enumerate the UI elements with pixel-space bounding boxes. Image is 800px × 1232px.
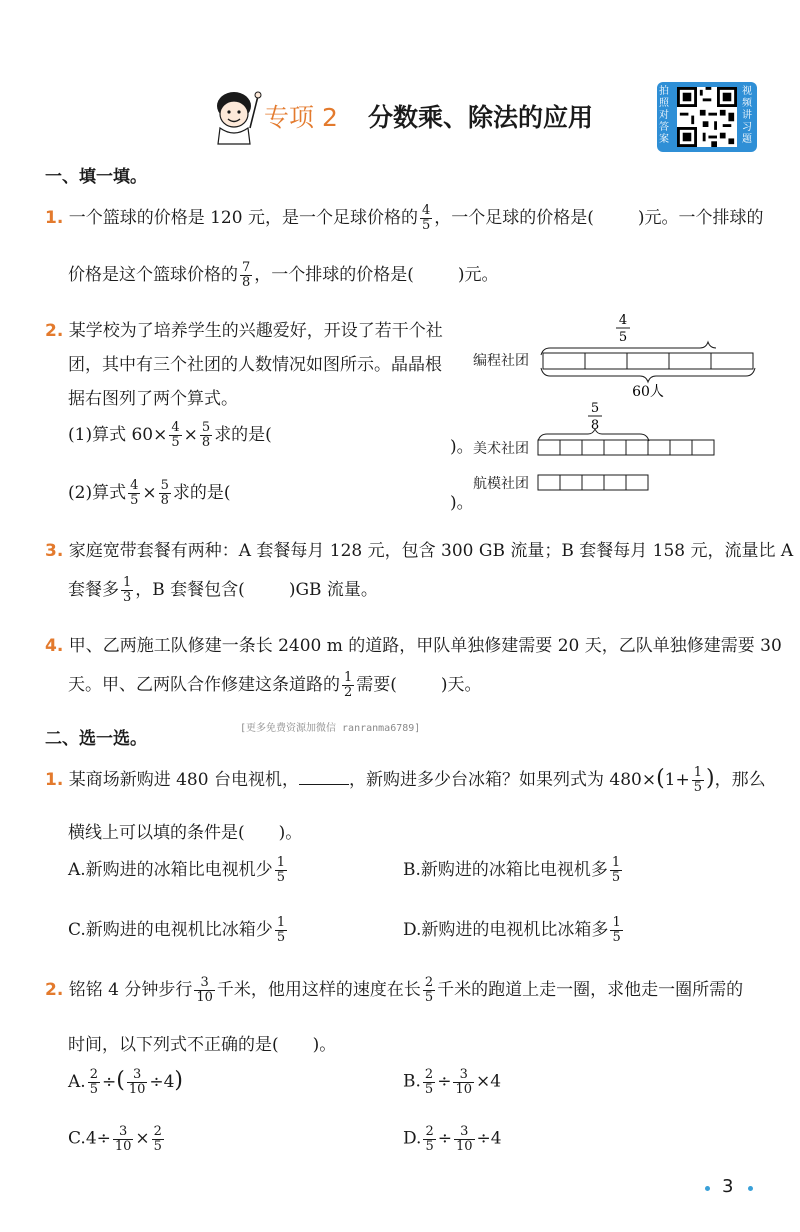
fraction: $\frac{3}{10}$: [196, 975, 213, 1005]
fill-q2-sub1-close: )。: [450, 437, 474, 457]
fraction: $\frac{3}{10}$: [455, 1067, 472, 1097]
fraction: $\frac{3}{10}$: [455, 1124, 473, 1154]
fill-q4-line2: 天。甲、乙两队合作修建这条道路的 $\frac{1}{2}$ 需要( )天。: [68, 670, 482, 700]
choice-q2-option-a[interactable]: A. $\frac{2}{5}$ ÷( $\frac{3}{10}$ ÷4): [68, 1067, 184, 1097]
choice-q2-option-d[interactable]: D. $\frac{2}{5}$ ÷ $\frac{3}{10}$ ÷4: [403, 1124, 502, 1154]
qr-code-panel[interactable]: [657, 82, 757, 152]
answer-blank[interactable]: [290, 428, 445, 450]
fraction: $\frac{1}{5}$: [693, 765, 703, 795]
choice-q1-number: 1.: [45, 770, 64, 790]
answer-blank[interactable]: [250, 486, 445, 508]
fill-q2-sub2-close: )。: [450, 493, 474, 513]
fraction: $\frac{1}{5}$: [612, 915, 621, 945]
fill-q1-line2: 价格是这个篮球价格的 $\frac{7}{8}$ ，一个排球的价格是( )元。: [68, 260, 499, 290]
frac-4-5-bottom: 5: [618, 330, 628, 345]
row1-bar: [543, 353, 753, 369]
fraction: $\frac{1}{5}$: [276, 855, 285, 885]
fraction: $\frac{2}{5}$: [424, 975, 434, 1005]
fraction: $\frac{5}{8}$: [201, 420, 211, 450]
fraction: $\frac{2}{5}$: [425, 1124, 434, 1154]
row1-label: 编程社团: [473, 353, 529, 369]
frac-5-8-top: 5: [590, 401, 600, 416]
fill-q1-line1: 1. 一个篮球的价格是 120 元，是一个足球价格的 $\frac{4}{5}$ ，一个足球的价格是( )元。一个排球的: [45, 203, 764, 233]
choice-q2-line2: 时间，以下列式不正确的是( )。: [68, 1035, 337, 1055]
fraction: $\frac{3}{10}$: [114, 1124, 132, 1154]
page-dot-left-icon: [705, 1186, 710, 1191]
fill-q3-line2: 套餐多 $\frac{1}{3}$ ，B 套餐包含( )GB 流量。: [68, 575, 378, 605]
row3-bar: [538, 475, 648, 490]
choice-q2-option-b[interactable]: B. $\frac{2}{5}$ ÷ $\frac{3}{10}$ ×4: [403, 1067, 502, 1097]
choice-q1-option-b[interactable]: B.新购进的冰箱比电视机多 $\frac{1}{5}$: [403, 855, 621, 885]
choice-q2-number: 2.: [45, 980, 64, 1000]
fraction: $\frac{3}{10}$: [128, 1067, 146, 1097]
row2-label: 美术社团: [473, 441, 529, 457]
watermark: [更多免费资源加微信 ranranma6789]: [240, 723, 421, 734]
fraction: $\frac{1}{3}$: [123, 575, 132, 605]
total-label: 60人: [632, 384, 664, 400]
page-title: 分数乘、除法的应用: [368, 103, 594, 132]
club-diagram: [470, 310, 770, 500]
section-fill-heading: 一、填一填。: [45, 167, 147, 187]
section-choose-heading: 二、选一选。: [45, 729, 147, 749]
page-header: [212, 88, 632, 148]
fraction: $\frac{2}{5}$: [153, 1124, 162, 1154]
fraction: $\frac{4}{5}$: [171, 420, 180, 450]
choice-q1-option-c[interactable]: C.新购进的电视机比冰箱少 $\frac{1}{5}$: [68, 915, 286, 945]
fill-q3-number: 3.: [45, 541, 64, 561]
fraction: $\frac{1}{5}$: [611, 855, 621, 885]
choice-q1-option-a[interactable]: A.新购进的冰箱比电视机少 $\frac{1}{5}$: [68, 855, 285, 885]
fill-q4-line1: 4. 甲、乙两施工队修建一条长 2400 m 的道路，甲队单独修建需要 20 天，乙队单独修建需要 30: [45, 636, 782, 656]
frac-4-5-top: 4: [618, 313, 628, 328]
fraction: $\frac{4}{5}$: [421, 203, 431, 233]
choice-q2-option-c[interactable]: C.4÷ $\frac{3}{10}$ × $\frac{2}{5}$: [68, 1124, 162, 1154]
page-number: 3: [722, 1176, 734, 1197]
qr-side-left: 拍照对答案: [659, 86, 669, 145]
fill-q2-line1: 2. 某学校为了培养学生的兴趣爱好，开设了若干个社: [45, 321, 443, 341]
fill-q2-sub1: (1)算式 60× $\frac{4}{5}$ × $\frac{5}{8}$ 求的是(: [68, 420, 272, 450]
fill-q2-number: 2.: [45, 321, 64, 341]
boy-mascot-icon: [212, 88, 262, 146]
fill-q2-line2: 团，其中有三个社团的人数情况如图所示。晶晶根: [68, 355, 442, 375]
special-topic-label: 专项 2: [264, 103, 338, 132]
fill-q2-line3: 据右图列了两个算式。: [68, 389, 238, 409]
fraction: $\frac{1}{5}$: [276, 915, 286, 945]
choice-q1-line1: 1. 某商场新购进 480 台电视机， ，新购进多少台冰箱？如果列式为 480×(1+ $\frac{1}{5}$ )，那么: [45, 765, 766, 795]
fill-q1-number: 1.: [45, 208, 64, 228]
choice-q1-line2: 横线上可以填的条件是( )。: [68, 823, 303, 843]
qr-side-right: 视频讲习题: [742, 86, 752, 145]
page-dot-right-icon: [748, 1186, 753, 1191]
fraction: $\frac{7}{8}$: [242, 260, 251, 290]
fill-q4-number: 4.: [45, 636, 64, 656]
choice-q1-option-d[interactable]: D.新购进的电视机比冰箱多 $\frac{1}{5}$: [403, 915, 621, 945]
qr-code-icon: [677, 87, 737, 147]
condition-blank[interactable]: [299, 771, 349, 785]
frac-5-8-bottom: 8: [590, 418, 600, 433]
fill-q3-line1: 3. 家庭宽带套餐有两种：A 套餐每月 128 元，包含 300 GB 流量；B 套餐每月 158 元，流量比 A: [45, 541, 794, 561]
row3-label: 航模社团: [473, 476, 529, 492]
fraction: $\frac{4}{5}$: [130, 478, 139, 508]
choice-q2-line1: 2. 铭铭 4 分钟步行 $\frac{3}{10}$ 千米，他用这样的速度在长 $\frac{2}{5}$ 千米的跑道上走一圈，求他走一圈所需的: [45, 975, 744, 1005]
fraction: $\frac{2}{5}$: [424, 1067, 434, 1097]
fill-q2-sub2: (2)算式 $\frac{4}{5}$ × $\frac{5}{8}$ 求的是(: [68, 478, 231, 508]
fraction: $\frac{2}{5}$: [89, 1067, 98, 1097]
fraction: $\frac{5}{8}$: [160, 478, 169, 508]
fraction: $\frac{1}{2}$: [344, 670, 353, 700]
